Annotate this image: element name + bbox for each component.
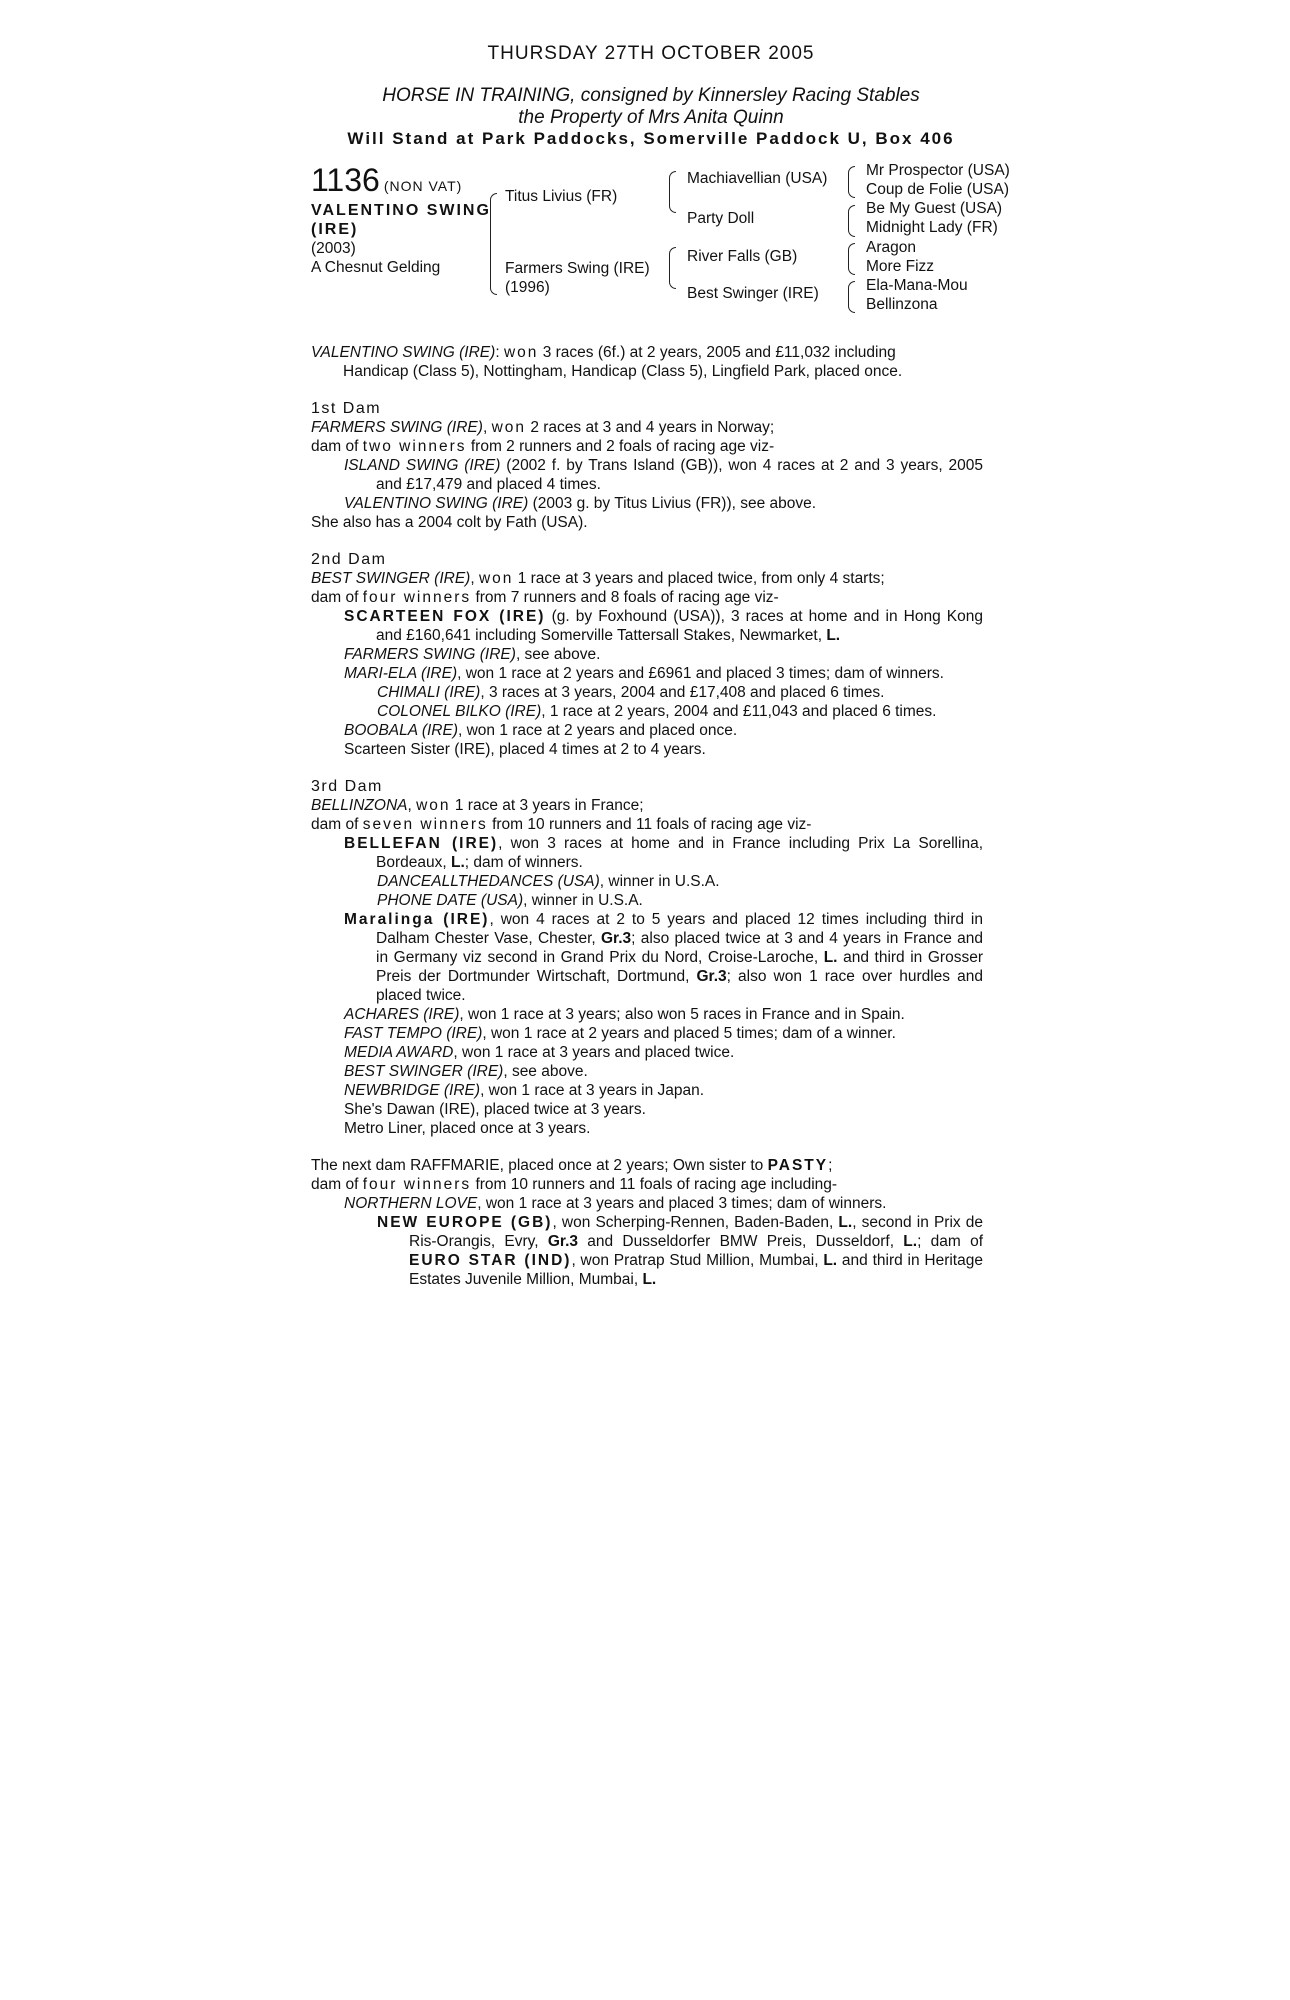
- dd-dam: Bellinzona: [866, 296, 938, 313]
- pedigree-brace: [490, 193, 497, 295]
- section-heading: 2nd Dam: [311, 551, 387, 568]
- catalogue-page: [311, 43, 1010, 1289]
- ss-dam: Coup de Folie (USA): [866, 181, 1010, 198]
- ds-dam: More Fizz: [866, 258, 935, 275]
- lot-number: 1136 (NON VAT): [311, 162, 463, 198]
- pedigree-brace: [669, 171, 676, 213]
- produce-entry: Scarteen Sister (IRE), placed 4 times at 2 to 4 years.: [344, 741, 706, 758]
- produce-entry: ISLAND SWING (IRE) (2002 f. by Trans Island (GB)), won 4 races at 2 and 3 years, 2005 and £17,479 and placed 4 times.: [344, 457, 983, 493]
- sale-date: THURSDAY 27TH OCTOBER 2005: [487, 43, 815, 64]
- produce-entry: BOOBALA (IRE), won 1 race at 2 years and placed once.: [344, 722, 738, 739]
- sire: Titus Livius (FR): [505, 188, 618, 205]
- horse-name: VALENTINO SWING (IRE): [311, 202, 491, 238]
- produce-entry: She's Dawan (IRE), placed twice at 3 years.: [344, 1101, 646, 1118]
- produce-entry: CHIMALI (IRE), 3 races at 3 years, 2004 and £17,408 and placed 6 times.: [377, 684, 885, 701]
- pedigree-brace: [848, 205, 855, 237]
- produce-entry: DANCEALLTHEDANCES (USA), winner in U.S.A.: [377, 873, 720, 890]
- ds-sire: Aragon: [866, 239, 916, 256]
- first-dam-section: 1st Dam FARMERS SWING (IRE), won 2 races at 3 and 4 years in Norway; dam of two winners from 2 runners and 2 foals of racing age viz- ISLAND SWING (IRE) (2002 f. by Trans Island (GB)), won 4 races at 2 and 3 years, 2005 and £17,479 and placed 4 times. VALENTINO SWING (IRE) (2003 g. by Titus Livius (FR)), see above. She also has a 2004 colt by Fath (USA).: [311, 400, 983, 531]
- pedigree-brace: [669, 247, 676, 289]
- produce-entry: Maralinga (IRE), won 4 races at 2 to 5 years and placed 12 times including third in Dalham Chester Vase, Chester, Gr.3; also placed twice at 3 and 4 years in France and in Germany viz second in Grand Prix du Nord, Croise-Laroche, L. and third in Grosser Preis der Dortmunder Wirtschaft, Dortmund, Gr.3; also won 1 race over hurdles and placed twice.: [344, 911, 984, 1004]
- second-dam-section: 2nd Dam BEST SWINGER (IRE), won 1 race at 3 years and placed twice, from only 4 starts; dam of four winners from 7 runners and 8 foals of racing age viz- SCARTEEN FOX (IRE) (g. by Foxhound (USA)), 3 races at home and in Hong Kong and £160,641 including Somerville Tattersall Stakes, Newmarket, L. FARMERS SWING (IRE), see above. MARI-ELA (IRE), won 1 race at 2 years and £6961 and placed 3 times; dam of winners. CHIMALI (IRE), 3 races at 3 years, 2004 and £17,408 and placed 6 times. COLONEL BILKO (IRE), 1 race at 2 years, 2004 and £11,043 and placed 6 times. BOOBALA (IRE), won 1 race at 2 years and placed once. Scarteen Sister (IRE), placed 4 times at 2 to 4 years.: [311, 551, 983, 758]
- ss-sire: Mr Prospector (USA): [866, 162, 1010, 179]
- dam: Farmers Swing (IRE): [505, 260, 650, 277]
- dd-sire: Ela-Mana-Mou: [866, 277, 968, 294]
- pedigree-brace: [848, 281, 855, 313]
- race-summary: VALENTINO SWING (IRE): won 3 races (6f.) at 2 years, 2005 and £11,032 including Handicap (Class 5), Nottingham, Handicap (Class 5), Lingfield Park, placed once.: [311, 344, 903, 380]
- produce-entry: VALENTINO SWING (IRE) (2003 g. by Titus Livius (FR)), see above.: [344, 495, 817, 512]
- foaling-year: (2003): [311, 240, 356, 257]
- produce-entry: MARI-ELA (IRE), won 1 race at 2 years and £6961 and placed 3 times; dam of winners.: [344, 665, 944, 682]
- produce-entry: BELLEFAN (IRE), won 3 races at home and in France including Prix La Sorellina, Bordeaux, L.; dam of winners.: [344, 835, 983, 871]
- produce-entry: SCARTEEN FOX (IRE) (g. by Foxhound (USA)), 3 races at home and in Hong Kong and £160,641 including Somerville Tattersall Stakes, Newmarket, L.: [344, 608, 983, 644]
- produce-entry: MEDIA AWARD, won 1 race at 3 years and placed twice.: [344, 1044, 735, 1061]
- produce-entry: FARMERS SWING (IRE), see above.: [344, 646, 601, 663]
- section-heading: 3rd Dam: [311, 778, 383, 795]
- vat-status: (NON VAT): [383, 178, 463, 194]
- produce-entry: BEST SWINGER (IRE), see above.: [344, 1063, 588, 1080]
- dam-dam: Best Swinger (IRE): [687, 285, 819, 302]
- consignment-line-2: the Property of Mrs Anita Quinn: [518, 107, 784, 128]
- pedigree-brace: [848, 166, 855, 198]
- produce-entry: NORTHERN LOVE, won 1 race at 3 years and placed 3 times; dam of winners.: [344, 1195, 887, 1212]
- third-dam-section: 3rd Dam BELLINZONA, won 1 race at 3 years in France; dam of seven winners from 10 runners and 11 foals of racing age viz- BELLEFAN (IRE), won 3 races at home and in France including Prix La Sorellina, Bordeaux, L.; dam of winners. DANCEALLTHEDANCES (USA), winner in U.S.A. PHONE DATE (USA), winner in U.S.A. Maralinga (IRE), won 4 races at 2 to 5 years and placed 12 times including third in Dalham Chester Vase, Chester, Gr.3; also placed twice at 3 and 4 years in France and in Germany viz second in Grand Prix du Nord, Croise-Laroche, L. and third in Grosser Preis der Dortmunder Wirtschaft, Dortmund, Gr.3; also won 1 race over hurdles and placed twice. ACHARES (IRE), won 1 race at 3 years; also won 5 races in France and in Spain. FAST TEMPO (IRE), won 1 race at 2 years and placed 5 times; dam of a winner. MEDIA AWARD, won 1 race at 3 years and placed twice. BEST SWINGER (IRE), see above. NEWBRIDGE (IRE), won 1 race at 3 years in Japan. She's Dawan (IRE), placed twice at 3 years. Metro Liner, placed once at 3 years.: [311, 778, 984, 1137]
- section-heading: 1st Dam: [311, 400, 382, 417]
- produce-entry: FAST TEMPO (IRE), won 1 race at 2 years and placed 5 times; dam of a winner.: [344, 1025, 896, 1042]
- sire-dam: Party Doll: [687, 210, 755, 227]
- sd-dam: Midnight Lady (FR): [866, 219, 998, 236]
- horse-description: A Chesnut Gelding: [311, 259, 441, 276]
- produce-entry: ACHARES (IRE), won 1 race at 3 years; also won 5 races in France and in Spain.: [344, 1006, 905, 1023]
- produce-entry: COLONEL BILKO (IRE), 1 race at 2 years, 2004 and £11,043 and placed 6 times.: [377, 703, 937, 720]
- dam-sire: River Falls (GB): [687, 248, 798, 265]
- stabling-location: Will Stand at Park Paddocks, Somerville Paddock U, Box 406: [347, 129, 955, 148]
- sire-sire: Machiavellian (USA): [687, 170, 828, 187]
- pedigree-brace: [848, 243, 855, 275]
- produce-entry: PHONE DATE (USA), winner in U.S.A.: [377, 892, 643, 909]
- produce-note: She also has a 2004 colt by Fath (USA).: [311, 514, 588, 531]
- sd-sire: Be My Guest (USA): [866, 200, 1003, 217]
- produce-entry: Metro Liner, placed once at 3 years.: [344, 1120, 591, 1137]
- produce-entry: NEWBRIDGE (IRE), won 1 race at 3 years in Japan.: [344, 1082, 705, 1099]
- dam-year: (1996): [505, 279, 550, 296]
- consignment-line-1: HORSE IN TRAINING, consigned by Kinnersley Racing Stables: [382, 85, 920, 106]
- next-dam-section: The next dam RAFFMARIE, placed once at 2 years; Own sister to PASTY; dam of four winners from 10 runners and 11 foals of racing age including- NORTHERN LOVE, won 1 race at 3 years and placed 3 times; dam of winners. NEW EUROPE (GB), won Scherping-Rennen, Baden-Baden, L., second in Prix de Ris-Orangis, Evry, Gr.3 and Dusseldorfer BMW Preis, Dusseldorf, L.; dam of EURO STAR (IND), won Pratrap Stud Million, Mumbai, L. and third in Heritage Estates Juvenile Million, Mumbai, L.: [311, 1157, 984, 1288]
- produce-entry: NEW EUROPE (GB), won Scherping-Rennen, Baden-Baden, L., second in Prix de Ris-Orangis, Evry, Gr.3 and Dusseldorfer BMW Preis, Dusseldorf, L.; dam of EURO STAR (IND), won Pratrap Stud Million, Mumbai, L. and third in Heritage Estates Juvenile Million, Mumbai, L.: [377, 1214, 984, 1288]
- pedigree-block: [311, 162, 1010, 325]
